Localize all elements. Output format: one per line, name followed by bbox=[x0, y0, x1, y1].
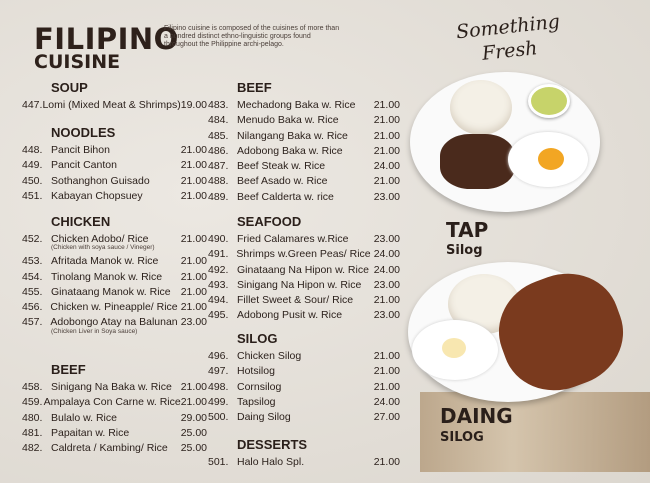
menu-section-beef bbox=[208, 80, 400, 205]
item-price: 23.00 bbox=[373, 190, 400, 203]
menu-section-noodles bbox=[22, 125, 207, 204]
item-number: 454. bbox=[22, 270, 43, 283]
item-number: 483. bbox=[208, 99, 229, 111]
item-name: Tinolang Manok w. Rice bbox=[51, 270, 163, 283]
menu-item bbox=[208, 364, 400, 379]
item-number: 456. bbox=[22, 301, 43, 314]
script-fresh: Fresh bbox=[481, 37, 539, 65]
item-price: 25.00 bbox=[180, 442, 207, 455]
item-name: Adobongo Atay na Balunan bbox=[50, 316, 178, 329]
item-number: 492. bbox=[208, 263, 229, 276]
menu-item bbox=[208, 190, 400, 205]
menu-item bbox=[22, 270, 207, 285]
item-name: Beef Calderta w. rice bbox=[237, 190, 334, 203]
item-price: 21.00 bbox=[180, 189, 207, 202]
menu-section-chicken bbox=[22, 214, 207, 338]
menu-item bbox=[208, 113, 400, 128]
item-name: Sothanghon Guisado bbox=[51, 174, 150, 187]
item-number: 486. bbox=[208, 144, 229, 157]
item-number: 450. bbox=[22, 174, 43, 187]
item-price: 21.00 bbox=[180, 255, 207, 268]
menu-item bbox=[208, 278, 400, 293]
item-number: 497. bbox=[208, 365, 229, 378]
item-name: Beef Steak w. Rice bbox=[237, 160, 326, 173]
item-name: Tapsilog bbox=[237, 395, 276, 408]
menu-item bbox=[22, 285, 207, 300]
item-price: 29.00 bbox=[180, 411, 207, 424]
menu-item bbox=[208, 293, 400, 308]
item-price: 21.00 bbox=[180, 159, 207, 172]
item-price: 25.00 bbox=[180, 426, 207, 439]
item-name: Nilangang Baka w. Rice bbox=[237, 129, 348, 142]
item-name: Ginataang Na Hipon w. Rice bbox=[237, 263, 369, 276]
section-title: DESSERTS bbox=[237, 437, 308, 452]
menu-item bbox=[208, 308, 400, 323]
menu-item bbox=[22, 254, 207, 269]
item-number: 489. bbox=[208, 190, 229, 203]
item-number: 459. bbox=[22, 396, 43, 409]
menu-item bbox=[208, 349, 400, 364]
item-price: 24.00 bbox=[373, 248, 400, 261]
item-number: 480. bbox=[22, 411, 43, 424]
item-number: 491. bbox=[208, 248, 229, 261]
menu-item bbox=[208, 159, 400, 174]
item-price: 21.00 bbox=[373, 114, 400, 127]
item-number: 495. bbox=[208, 309, 229, 322]
menu-item bbox=[22, 300, 207, 315]
menu-item bbox=[22, 411, 207, 426]
item-name: Mechadong Baka w. Rice bbox=[237, 99, 356, 111]
item-name: Fried Calamares w.Rice bbox=[237, 233, 349, 245]
item-number: 455. bbox=[22, 285, 43, 298]
section-title: BEEF bbox=[237, 80, 272, 95]
item-name: Kabayan Chopsuey bbox=[51, 189, 143, 202]
item-number: 448. bbox=[22, 144, 43, 156]
item-name: Chicken Adobo/ Rice bbox=[51, 233, 149, 245]
item-name: Sinigang Na Hipon w. Rice bbox=[237, 278, 362, 291]
item-number: 499. bbox=[208, 395, 229, 408]
menu-item bbox=[22, 426, 207, 441]
item-number: 501. bbox=[208, 456, 229, 468]
menu-item bbox=[208, 395, 400, 410]
item-number: 457. bbox=[22, 316, 43, 329]
item-price: 21.00 bbox=[180, 285, 207, 298]
item-name: Chicken w. Pineapple/ Rice bbox=[50, 301, 178, 314]
item-number: 490. bbox=[208, 233, 229, 245]
item-number: 500. bbox=[208, 411, 229, 424]
item-name: Pancit Canton bbox=[51, 159, 117, 172]
item-number: 493. bbox=[208, 278, 229, 291]
item-price: 27.00 bbox=[373, 411, 400, 424]
item-name: Afritada Manok w. Rice bbox=[51, 255, 159, 268]
tapsilog-plate-image bbox=[410, 72, 600, 212]
item-name: Fillet Sweet & Sour/ Rice bbox=[237, 294, 354, 307]
menu-item bbox=[208, 410, 400, 425]
item-price: 21.00 bbox=[180, 144, 207, 156]
item-price: 21.00 bbox=[373, 380, 400, 393]
item-price: 21.00 bbox=[373, 144, 400, 157]
menu-section-silog bbox=[208, 331, 400, 425]
menu-title: FILIPINO bbox=[34, 22, 179, 56]
promo-panel bbox=[412, 0, 650, 483]
item-name: Hotsilog bbox=[237, 365, 275, 378]
item-name: Caldreta / Kambing/ Rice bbox=[51, 442, 168, 455]
item-price: 24.00 bbox=[373, 395, 400, 408]
menu-section-desserts bbox=[208, 437, 400, 470]
item-name: Cornsilog bbox=[237, 380, 282, 393]
menu-item bbox=[22, 395, 207, 410]
item-price: 21.00 bbox=[180, 270, 207, 283]
item-number: 447. bbox=[22, 99, 43, 111]
section-title: CHICKEN bbox=[51, 214, 111, 229]
item-price: 24.00 bbox=[373, 160, 400, 173]
menu-item bbox=[208, 263, 400, 278]
item-price: 23.00 bbox=[373, 233, 400, 245]
item-name: Menudo Baka w. Rice bbox=[237, 114, 339, 127]
daing-label: DAING bbox=[440, 404, 513, 428]
item-name: Lomi (Mixed Meat & Shrimps) bbox=[42, 99, 181, 111]
item-price: 21.00 bbox=[373, 294, 400, 307]
menu-item bbox=[208, 144, 400, 159]
menu-item bbox=[22, 189, 207, 204]
menu-item bbox=[208, 232, 400, 247]
menu-section-beef bbox=[22, 362, 207, 456]
item-number: 488. bbox=[208, 175, 229, 188]
menu-item bbox=[22, 158, 207, 173]
item-number: 485. bbox=[208, 129, 229, 142]
item-price: 24.00 bbox=[373, 263, 400, 276]
item-name: Papaitan w. Rice bbox=[51, 426, 130, 439]
item-name: Ginataang Manok w. Rice bbox=[51, 285, 171, 298]
item-name: Adobong Baka w. Rice bbox=[237, 144, 343, 157]
menu-item bbox=[22, 98, 207, 113]
item-number: 494. bbox=[208, 294, 229, 307]
item-price: 19.00 bbox=[180, 99, 208, 111]
item-note: (Chicken Liver in Soya sauce) bbox=[51, 327, 138, 335]
item-price: 21.00 bbox=[180, 174, 207, 187]
item-price: 21.00 bbox=[373, 99, 400, 111]
item-price: 21.00 bbox=[180, 396, 207, 409]
item-price: 23.00 bbox=[373, 309, 400, 322]
item-price: 21.00 bbox=[180, 301, 207, 314]
menu-item bbox=[22, 380, 207, 395]
menu-item bbox=[22, 143, 207, 158]
menu-item bbox=[208, 98, 400, 113]
menu-item bbox=[208, 247, 400, 262]
script-something: Something bbox=[455, 10, 561, 44]
item-number: 458. bbox=[22, 381, 43, 393]
item-price: 21.00 bbox=[373, 129, 400, 142]
menu-item bbox=[208, 455, 400, 470]
item-name: Beef Asado w. Rice bbox=[237, 175, 328, 188]
item-price: 21.00 bbox=[180, 381, 207, 393]
item-name: Shrimps w.Green Peas/ Rice bbox=[236, 248, 371, 261]
menu-item bbox=[208, 129, 400, 144]
item-number: 484. bbox=[208, 114, 229, 127]
intro-text: Filipino cuisine is composed of the cuisines of more than a hundred distinct ethno-linguistic groups found throughout the Philippine archi-pelago. bbox=[164, 25, 340, 49]
item-price: 21.00 bbox=[373, 350, 400, 362]
menu-section-soup bbox=[22, 80, 207, 113]
item-name: Sinigang Na Baka w. Rice bbox=[51, 381, 172, 393]
item-price: 23.00 bbox=[373, 278, 400, 291]
section-title: NOODLES bbox=[51, 125, 116, 140]
menu-item bbox=[208, 380, 400, 395]
item-price: 23.00 bbox=[180, 316, 207, 329]
item-number: 452. bbox=[22, 233, 43, 245]
menu-item bbox=[208, 174, 400, 189]
item-price: 21.00 bbox=[373, 365, 400, 378]
menu-section-seafood bbox=[208, 214, 400, 324]
section-title: BEEF bbox=[51, 362, 86, 377]
item-number: 487. bbox=[208, 160, 229, 173]
item-name: Pancit Bihon bbox=[51, 144, 110, 156]
item-number: 449. bbox=[22, 159, 43, 172]
section-title: SOUP bbox=[51, 80, 88, 95]
item-price: 21.00 bbox=[373, 175, 400, 188]
item-number: 482. bbox=[22, 442, 43, 455]
tap-silog-label: Silog bbox=[446, 243, 483, 258]
section-title: SEAFOOD bbox=[237, 214, 302, 229]
item-name: Ampalaya Con Carne w. Rice bbox=[43, 396, 181, 409]
item-number: 481. bbox=[22, 426, 43, 439]
section-title: SILOG bbox=[237, 331, 278, 346]
item-number: 453. bbox=[22, 255, 43, 268]
item-name: Bulalo w. Rice bbox=[51, 411, 117, 424]
item-note: (Chicken with soya sauce / Vineger) bbox=[51, 244, 155, 252]
item-number: 496. bbox=[208, 350, 229, 362]
item-name: Halo Halo Spl. bbox=[237, 456, 305, 468]
item-name: Daing Silog bbox=[237, 411, 291, 424]
item-name: Chicken Silog bbox=[237, 350, 302, 362]
tap-label: TAP bbox=[446, 218, 489, 242]
item-name: Adobong Pusit w. Rice bbox=[237, 309, 343, 322]
item-number: 498. bbox=[208, 380, 229, 393]
item-number: 451. bbox=[22, 189, 43, 202]
menu-subtitle: CUISINE bbox=[34, 51, 121, 73]
item-price: 21.00 bbox=[180, 233, 207, 245]
daing-silog-label: SILOG bbox=[440, 430, 484, 445]
item-price: 21.00 bbox=[373, 456, 400, 468]
menu-item bbox=[22, 441, 207, 456]
menu-item bbox=[22, 174, 207, 189]
